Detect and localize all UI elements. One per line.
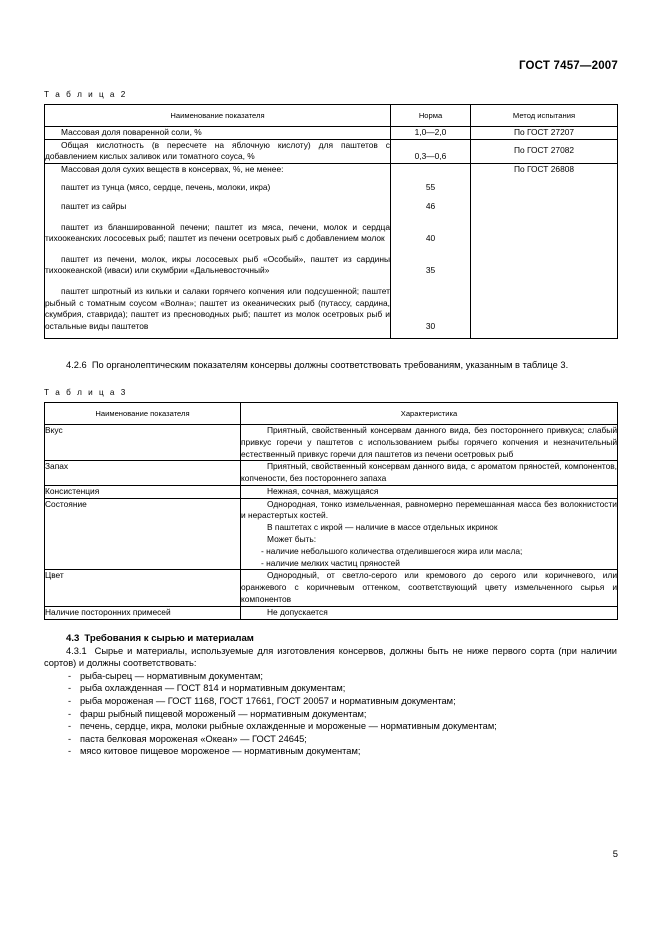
column-header-norm: Норма [391,105,471,127]
cell-norm: 0,3—0,6 [391,139,471,163]
cell-text: Не допускается [267,606,328,617]
list-item-text: рыба мороженая — ГОСТ 1168, ГОСТ 17661, ГОСТ 20057 и нормативным документам; [80,696,456,707]
table-row [45,424,618,460]
clause-text: По органолептическим показателям консервы должны соответствовать требованиям, указанным в таблице 3. [91,360,569,371]
cell-characteristic [241,606,618,619]
list-item [44,733,617,746]
table-row [45,175,618,194]
cell-characteristic [241,485,618,498]
list-item [44,708,617,721]
cell-indicator-name [45,163,391,175]
table-row [45,498,618,570]
list-item-text: рыба охлажденная — ГОСТ 814 и нормативным документам; [80,683,346,694]
table-row [45,402,618,424]
cell-indicator-name: Вкус [45,424,241,460]
cell-text: Приятный, свойственный консервам данного вида, без постороннего привкуса; слабый привкус горечи у паштетов с использованием рыбы горячего копчения и незначительный естественный привкус горечи для паштетов из печени осетровых рыб [241,424,617,459]
cell-method [471,194,618,213]
clause-4-3-1 [44,645,617,670]
list-item-text: фарш рыбный пищевой мороженый — нормативным документам; [80,708,367,719]
list-item [44,670,617,683]
raw-materials-list [44,670,617,758]
cell-indicator-name [45,139,391,163]
cell-method: По ГОСТ 27082 [471,139,618,163]
dash-bullet: - [68,683,72,694]
table-row [45,277,618,339]
page-content [44,90,617,758]
cell-indicator-name: Состояние [45,498,241,570]
table-row [45,105,618,127]
dash-bullet: - [68,670,72,681]
list-item [44,720,617,733]
table-row [45,606,618,619]
cell-indicator-name: Запах [45,461,241,486]
cell-indicator-name: Наличие посторонних примесей [45,606,241,619]
table-row [45,194,618,213]
clause-text: Сырье и материалы, используемые для изготовления консервов, должны быть не ниже первого сорта (при наличии сортов) и должны соответствовать: [44,645,617,669]
cell-subitem: - наличие мелких частиц пряностей [261,557,400,568]
cell-indicator-name: Цвет [45,570,241,606]
cell-indicator-name [45,127,391,140]
cell-characteristic [241,498,618,570]
section-title: Требования к сырью и материалам [84,632,254,644]
table-row [45,461,618,486]
cell-norm: 30 [391,277,471,339]
cell-norm: 35 [391,245,471,277]
column-header-method: Метод испытания [471,105,618,127]
cell-subitem: - наличие небольшого количества отделившегося жира или масла; [261,545,523,556]
cell-method: По ГОСТ 26808 [471,163,618,175]
list-item-text: паста белковая мороженая «Океан» — ГОСТ 24645; [80,733,307,744]
table-3 [44,402,618,620]
clause-number: 4.2.6 [66,360,87,371]
cell-text: Массовая доля поваренной соли, % [61,127,202,137]
section-number: 4.3 [66,632,80,644]
list-item-text: печень, сердце, икра, молоки рыбные охлажденные и мороженые — нормативным документам; [80,721,497,732]
cell-norm: 46 [391,194,471,213]
cell-indicator-name: Консистенция [45,485,241,498]
cell-indicator-name [45,245,391,277]
cell-norm: 40 [391,213,471,245]
cell-text-line-2: В паштетах с икрой — наличие в массе отдельных икринок [267,522,498,533]
cell-indicator-name [45,277,391,339]
dash-bullet: - [68,696,72,707]
table-row [45,213,618,245]
cell-text: Приятный, свойственный консервам данного вида, с ароматом пряностей, компонентов, копчености, без постороннего запаха [241,461,617,484]
cell-text: Однородная, тонко измельченная, равномерно перемешанная масса без волокнистости и нерастертых костей. [241,498,617,521]
cell-text: паштет из печени, молок, икры лососевых рыб «Особый», паштет из сардины тихоокеанской (иваси) или скумбрии «Дальневосточный» [45,253,390,276]
cell-text: паштет шпротный из кильки и салаки горячего копчения или подсушенной; паштет рыбный с томатным соусом «Волна»; паштет из океанических рыб (путассу, сардина, скумбрия, ставрида); паштет из пресноводных рыб; паштет из молок осетровых рыб и остальные виды паштетов [45,285,390,331]
table-row [45,127,618,140]
cell-indicator-name [45,213,391,245]
dash-bullet: - [68,721,72,732]
table-row [45,139,618,163]
dash-bullet: - [68,733,72,744]
section-4-3-heading [44,632,617,645]
cell-norm: 1,0—2,0 [391,127,471,140]
cell-indicator-name [45,194,391,213]
page-number: 5 [612,848,618,859]
cell-text-line-3: Может быть: [267,534,317,545]
cell-method [471,245,618,277]
cell-characteristic [241,424,618,460]
cell-text: паштет из тунца (мясо, сердце, печень, молоки, икра) [61,182,271,193]
cell-method [471,213,618,245]
table-2-wrapper [44,104,617,339]
column-header-name: Наименование показателя [45,105,391,127]
cell-method [471,277,618,339]
list-item [44,682,617,695]
table-2-caption: Т а б л и ц а 2 [44,90,128,99]
table-row [45,570,618,606]
standard-designation: ГОСТ 7457—2007 [518,60,618,72]
list-item-text: рыба-сырец — нормативным документам; [80,670,264,681]
table-row [45,163,618,175]
clause-number: 4.3.1 [66,645,87,656]
table-row [45,485,618,498]
table-3-caption: Т а б л и ц а 3 [44,387,128,397]
dash-bullet: - [68,708,72,719]
list-item-text: мясо китовое пищевое мороженое — нормативным документам; [80,746,361,757]
list-item [44,695,617,708]
cell-method [471,175,618,194]
cell-characteristic [241,461,618,486]
cell-text: паштет из сайры [61,200,127,211]
column-header-name: Наименование показателя [45,402,241,424]
cell-text: паштет из бланшированной печени; паштет из мяса, печени, молок и сердца тихоокеанских лососевых рыб; паштет из печени осетровых рыб с добавлением молок [45,221,390,244]
dash-bullet: - [68,746,72,757]
table-3-wrapper [44,402,617,620]
list-item [44,745,617,758]
cell-characteristic [241,570,618,606]
column-header-characteristic: Характеристика [241,402,618,424]
cell-text: Однородный, от светло-серого или кремового до серого или коричневого, или оранжевого с коричневым оттенком, соответствующий цвету измельченного сырья и компонентов [241,570,617,605]
cell-norm [391,163,471,175]
table-row [45,245,618,277]
cell-indicator-name [45,175,391,194]
cell-text: Массовая доля сухих веществ в консервах, %, не менее: [61,163,284,174]
cell-text: Общая кислотность (в пересчете на яблочную кислоту) для паштетов с добавлением кислых заливок или томатного соуса, % [45,139,390,162]
cell-method: По ГОСТ 27207 [471,127,618,140]
table-2 [44,104,618,339]
cell-norm: 55 [391,175,471,194]
clause-4-2-6 [44,359,617,372]
cell-text: Нежная, сочная, мажущаяся [267,485,379,496]
